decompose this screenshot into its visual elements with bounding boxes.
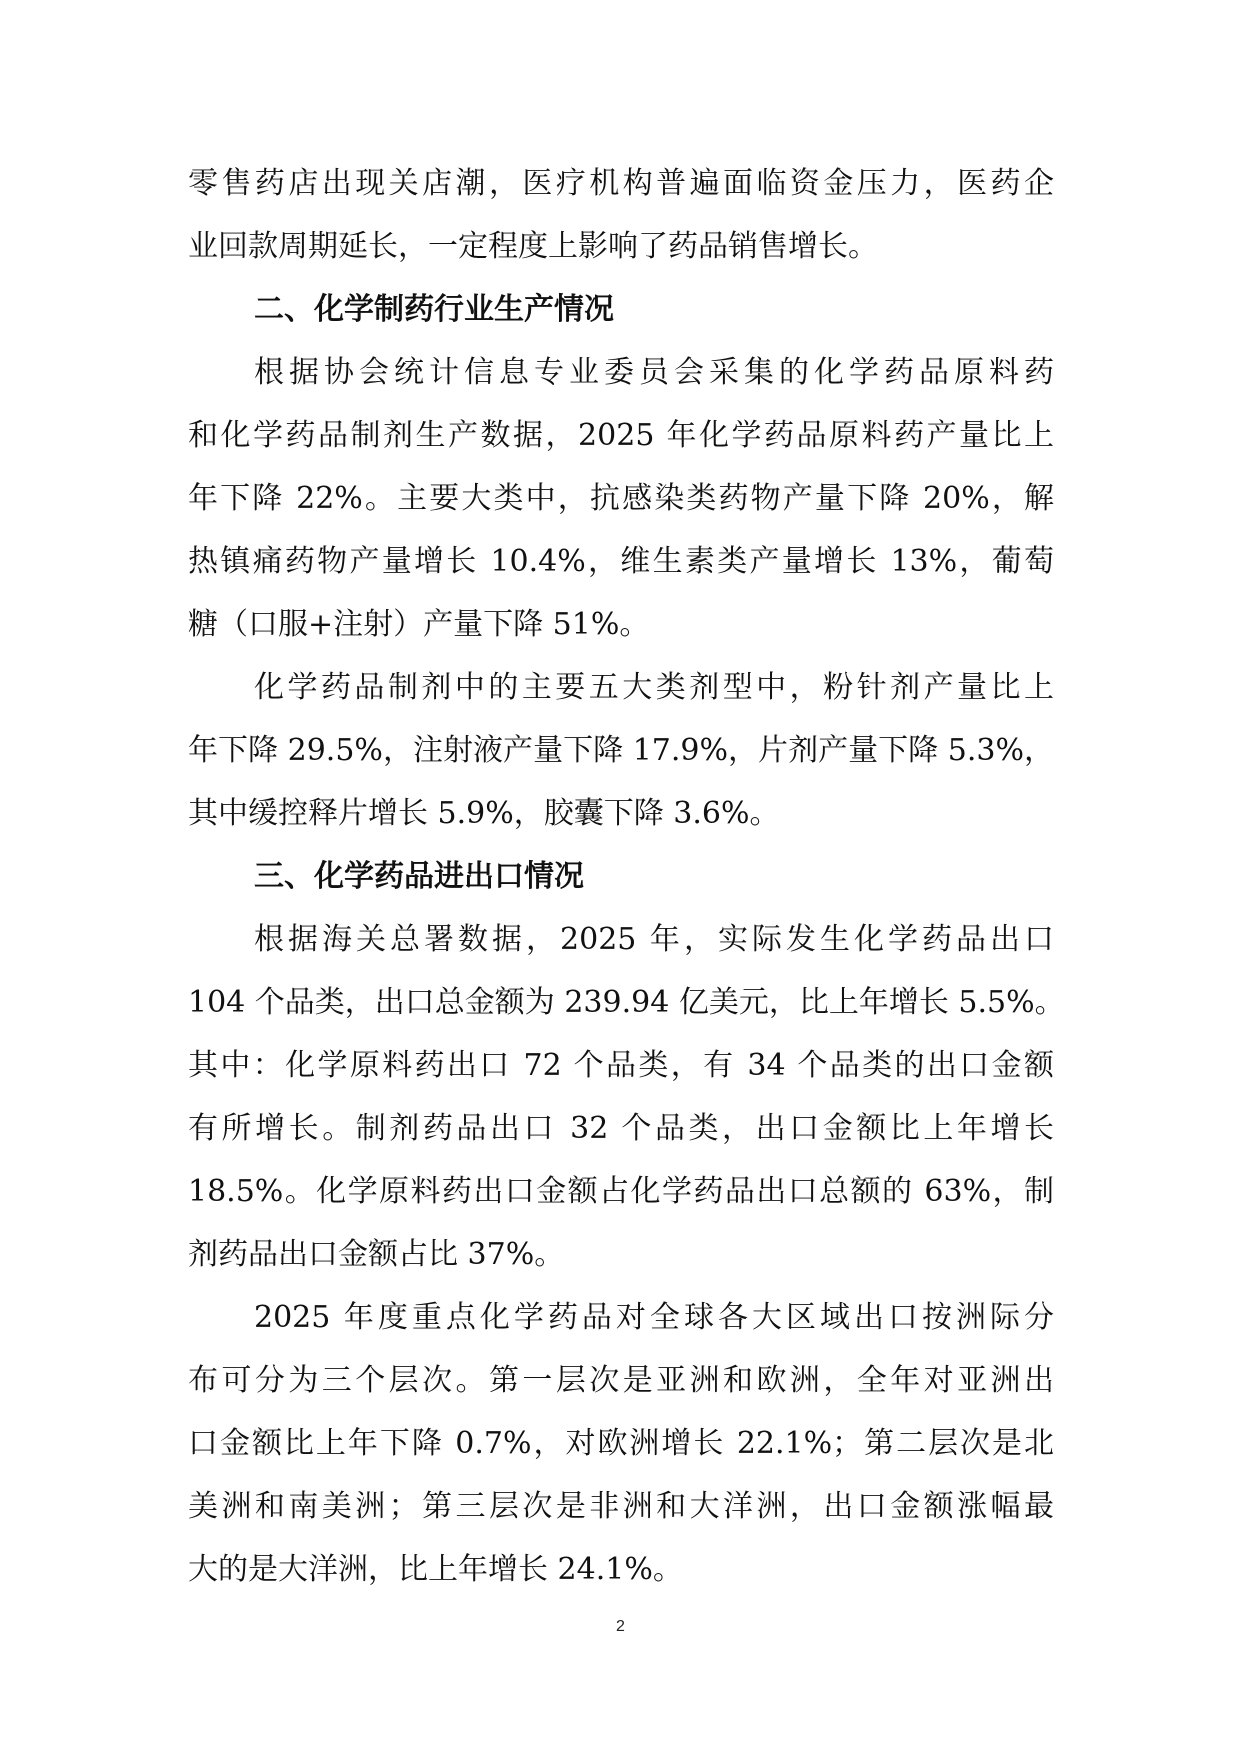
body-text-line: 其中：化学原料药出口 72 个品类，有 34 个品类的出口金额 xyxy=(188,1048,1054,1083)
body-text-line: 104 个品类，出口总金额为 239.94 亿美元，比上年增长 5.5%。 xyxy=(188,985,1065,1020)
body-text-line: 剂药品出口金额占比 37%。 xyxy=(188,1237,565,1272)
body-text-line: 零售药店出现关店潮，医疗机构普遍面临资金压力，医药企 xyxy=(188,166,1054,201)
body-text-line: 和化学药品制剂生产数据，2025 年化学药品原料药产量比上 xyxy=(188,418,1054,453)
body-text-line: 年下降 29.5%，注射液产量下降 17.9%，片剂产量下降 5.3%， xyxy=(188,733,1054,768)
body-text-line: 热镇痛药物产量增长 10.4%，维生素类产量增长 13%，葡萄 xyxy=(188,544,1054,579)
body-text-line: 化学药品制剂中的主要五大类剂型中，粉针剂产量比上 xyxy=(254,670,1054,705)
body-text-line: 有所增长。制剂药品出口 32 个品类，出口金额比上年增长 xyxy=(188,1111,1054,1146)
body-text-line: 糖（口服+注射）产量下降 51%。 xyxy=(188,607,650,642)
body-text-line: 其中缓控释片增长 5.9%，胶囊下降 3.6%。 xyxy=(188,796,780,831)
body-text-line: 业回款周期延长，一定程度上影响了药品销售增长。 xyxy=(188,229,878,264)
body-text-line: 美洲和南美洲；第三层次是非洲和大洋洲，出口金额涨幅最 xyxy=(188,1489,1054,1524)
section-heading: 三、化学药品进出口情况 xyxy=(254,859,584,894)
section-heading: 二、化学制药行业生产情况 xyxy=(254,292,614,327)
body-text-line: 大的是大洋洲，比上年增长 24.1%。 xyxy=(188,1552,683,1587)
page-number: 2 xyxy=(616,1618,625,1635)
body-text-line: 年下降 22%。主要大类中，抗感染类药物产量下降 20%，解 xyxy=(188,481,1054,516)
body-text-line: 口金额比上年下降 0.7%，对欧洲增长 22.1%；第二层次是北 xyxy=(188,1426,1054,1461)
body-text-line: 18.5%。化学原料药出口金额占化学药品出口总额的 63%，制 xyxy=(188,1174,1054,1209)
body-text-line: 2025 年度重点化学药品对全球各大区域出口按洲际分 xyxy=(254,1300,1054,1335)
body-text-line: 根据海关总署数据，2025 年，实际发生化学药品出口 xyxy=(254,922,1054,957)
body-text-line: 根据协会统计信息专业委员会采集的化学药品原料药 xyxy=(254,355,1054,390)
document-body xyxy=(188,152,1065,1601)
body-text-line: 布可分为三个层次。第一层次是亚洲和欧洲，全年对亚洲出 xyxy=(188,1363,1054,1398)
